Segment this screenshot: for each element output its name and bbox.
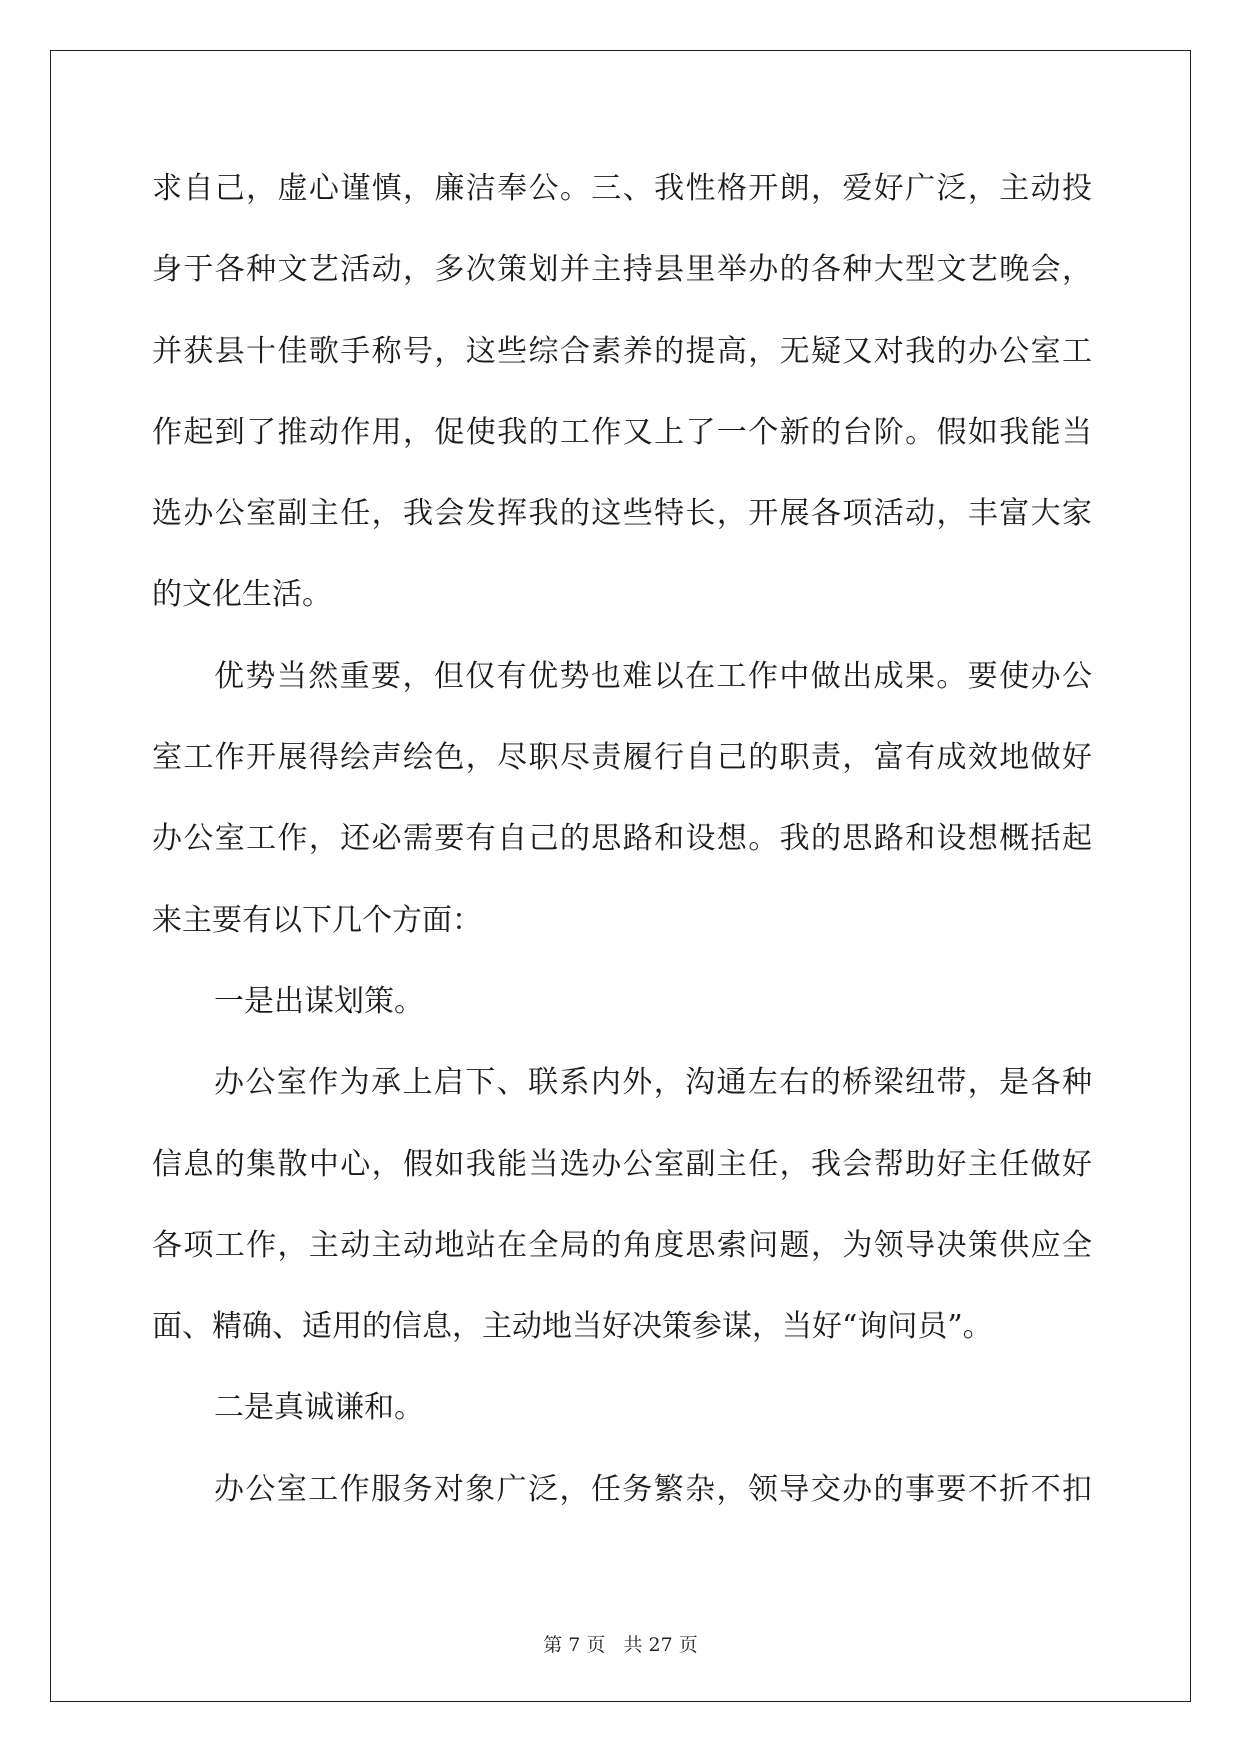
page-footer	[0, 1630, 1241, 1657]
text-line: 各项工作，主动主动地站在全局的角度思索问题，为领导决策供应全	[152, 1227, 1092, 1263]
text-line: 一是出谋划策。	[214, 983, 424, 1019]
text-line: 室工作开展得绘声绘色，尽职尽责履行自己的职责，富有成效地做好	[152, 740, 1092, 776]
text-line: 的文化生活。	[152, 577, 332, 613]
text-line: 作起到了推动作用，促使我的工作又上了一个新的台阶。假如我能当	[152, 414, 1092, 450]
text-line: 面、精确、适用的信息，主动地当好决策参谋，当好“询问员”。	[152, 1309, 993, 1345]
text-line: 并获县十佳歌手称号，这些综合素养的提高，无疑又对我的办公室工	[152, 333, 1092, 369]
text-line: 信息的集散中心，假如我能当选办公室副主任，我会帮助好主任做好	[152, 1146, 1092, 1182]
page-number: 第 7 页	[543, 1634, 606, 1656]
text-line: 来主要有以下几个方面：	[152, 902, 482, 938]
text-line: 求自己，虚心谨慎，廉洁奉公。三、我性格开朗，爱好广泛，主动投	[152, 171, 1092, 206]
text-line: 优势当然重要，但仅有优势也难以在工作中做出成果。要使办公	[214, 658, 1092, 694]
text-line: 二是真诚谦和。	[214, 1390, 424, 1426]
page-total: 共 27 页	[623, 1634, 698, 1656]
document-body	[152, 148, 1092, 1530]
text-line: 选办公室副主任，我会发挥我的这些特长，开展各项活动，丰富大家	[152, 496, 1092, 532]
text-line: 办公室作为承上启下、联系内外，沟通左右的桥梁纽带，是各种	[214, 1065, 1092, 1101]
text-line: 办公室工作服务对象广泛，任务繁杂，领导交办的事要不折不扣	[214, 1471, 1092, 1507]
text-line: 身于各种文艺活动，多次策划并主持县里举办的各种大型文艺晚会，	[152, 252, 1092, 288]
text-line: 办公室工作，还必需要有自己的思路和设想。我的思路和设想概括起	[152, 821, 1092, 857]
